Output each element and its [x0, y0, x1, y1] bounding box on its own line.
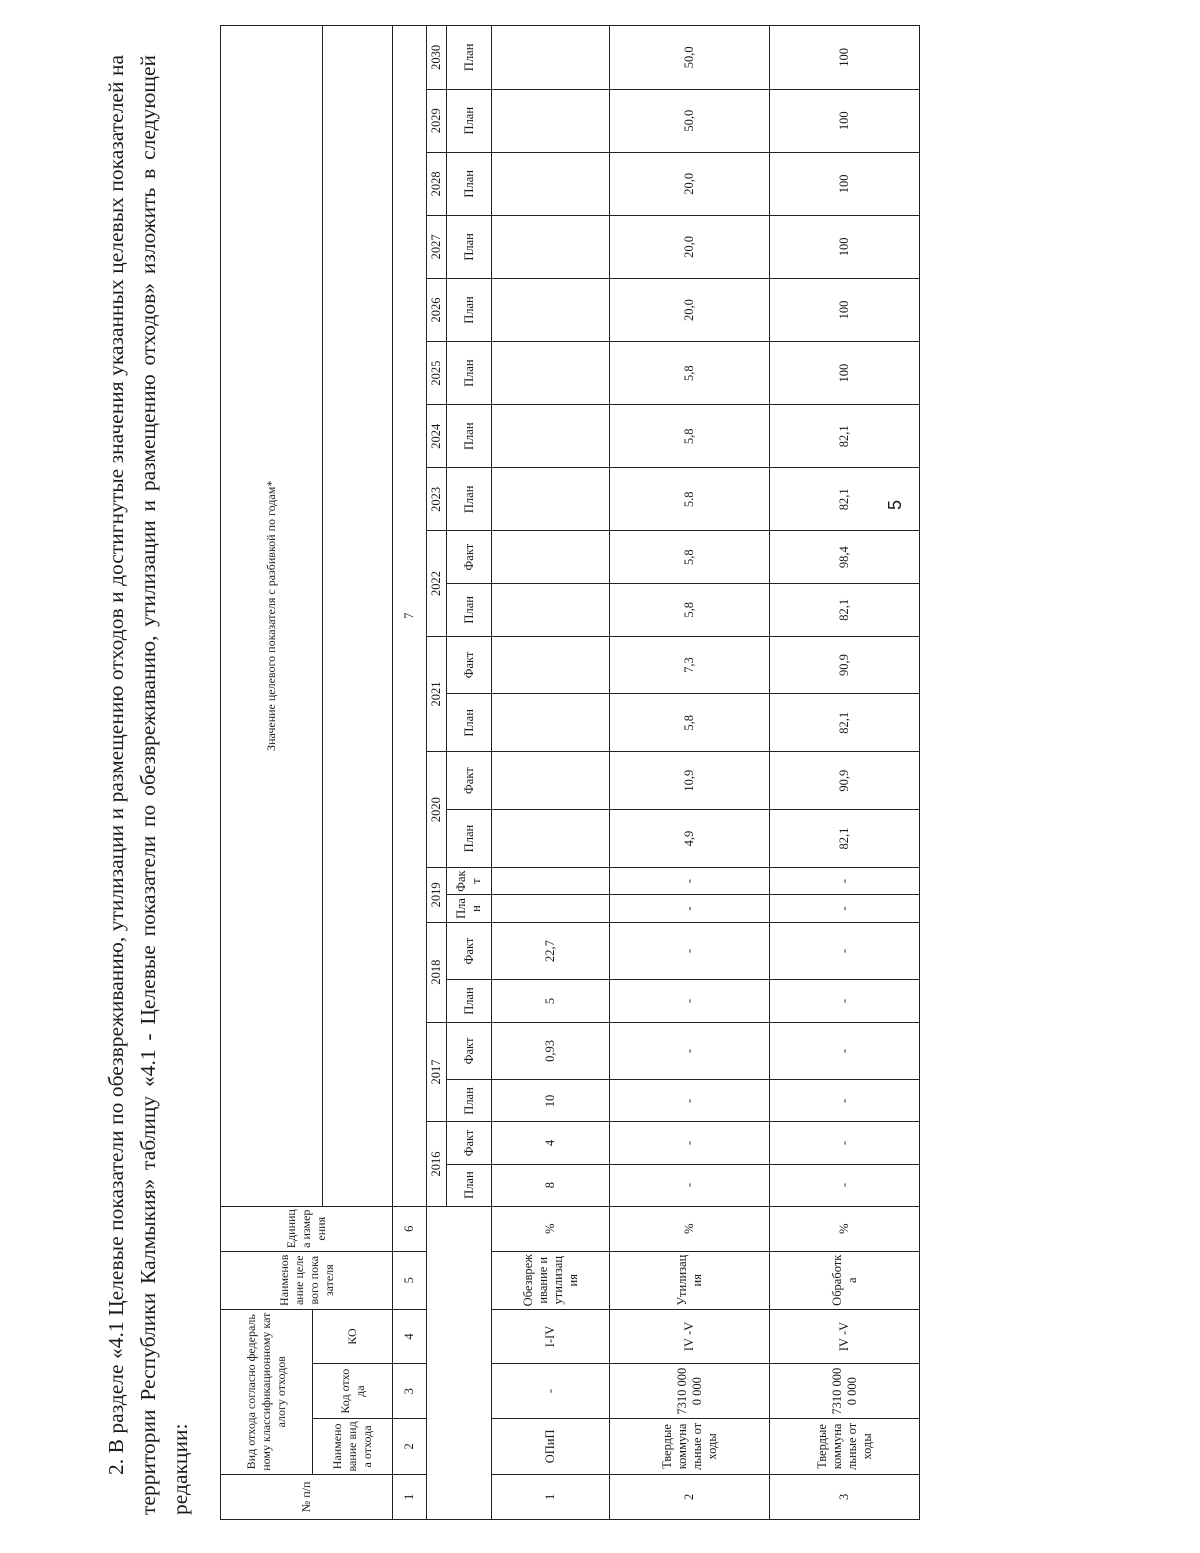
row-value [492, 810, 610, 868]
plan-label: План [447, 810, 492, 868]
row-unit: % [770, 1206, 920, 1251]
col-num-header: № п/п [221, 1474, 393, 1519]
intro-text: 2. В разделе «4.1 Целевые показатели по обезвреживанию, утилизации и размещению отходов и достигнутые значения указанных целевых показателей на территории Республики Калмыкия» таблицу «4.1 - Целевые показатели по обезвреживанию, утилизации и размещению отходов» изложить в следующей редакции: [104, 55, 192, 1515]
year-2023: 2023 [427, 468, 447, 531]
col-waste-code-header: Код отхода [313, 1364, 393, 1419]
row-value [492, 26, 610, 90]
row-num: 3 [770, 1474, 920, 1519]
row-value: 50,0 [610, 26, 770, 90]
row-value [492, 405, 610, 468]
row-value: 10,9 [610, 752, 770, 810]
row-value: 100 [770, 278, 920, 341]
row-indicator: Утилизация [610, 1251, 770, 1309]
page-number: 5 [885, 499, 905, 510]
row-waste-name: Твердые коммунальные отходы [770, 1419, 920, 1475]
year-2024: 2024 [427, 405, 447, 468]
values-spacer [323, 26, 393, 1207]
year-2029: 2029 [427, 89, 447, 152]
row-value [492, 584, 610, 637]
row-value: - [770, 1122, 920, 1164]
colnum-2: 2 [393, 1419, 427, 1475]
row-value: 100 [770, 89, 920, 152]
year-2016: 2016 [427, 1122, 447, 1206]
row-indicator: Обезвреживание и утилизация [492, 1251, 610, 1309]
row-value [492, 215, 610, 278]
row-value: - [610, 922, 770, 980]
row-value [492, 342, 610, 405]
target-indicators-table [220, 25, 920, 1520]
row-waste-name: Твердые коммунальные отходы [610, 1419, 770, 1475]
rotated-content [100, 25, 1170, 1540]
row-value [492, 89, 610, 152]
row-value: - [610, 1022, 770, 1080]
row-num: 1 [492, 1474, 610, 1519]
row-value: 20,0 [610, 215, 770, 278]
colnum-4: 4 [393, 1309, 427, 1364]
row-value: 20,0 [610, 278, 770, 341]
row-value: - [770, 922, 920, 980]
year-2021: 2021 [427, 636, 447, 752]
row-waste-code: - [492, 1364, 610, 1419]
row-value [492, 694, 610, 752]
col-ko-header: КО [313, 1309, 393, 1364]
year-2017: 2017 [427, 1022, 447, 1122]
row-value [492, 752, 610, 810]
year-2019: 2019 [427, 867, 447, 922]
row-value: 100 [770, 215, 920, 278]
colnum-7: 7 [393, 26, 427, 1207]
fact-label: Факт [447, 867, 492, 894]
row-value: 5,8 [610, 584, 770, 637]
colnum-3: 3 [393, 1364, 427, 1419]
row-value: 20,0 [610, 152, 770, 215]
year-2022: 2022 [427, 531, 447, 636]
row-value: - [770, 1022, 920, 1080]
row-waste-code: 7310 0000 000 [610, 1364, 770, 1419]
plan-label: План [447, 1164, 492, 1206]
year-2025: 2025 [427, 342, 447, 405]
row-value: 90,9 [770, 636, 920, 694]
row-value: 82,1 [770, 584, 920, 637]
plan-label: План [447, 89, 492, 152]
row-waste-name: ОПиП [492, 1419, 610, 1475]
row-ko: IV -V [770, 1309, 920, 1364]
plan-label: План [447, 895, 492, 922]
row-value: 5,8 [610, 342, 770, 405]
plan-label: План [447, 468, 492, 531]
row-value: 5.8 [610, 468, 770, 531]
colnum-1: 1 [393, 1474, 427, 1519]
row-value [492, 152, 610, 215]
row-value [492, 531, 610, 584]
plan-label: План [447, 1080, 492, 1122]
row-value [492, 278, 610, 341]
row-value: - [770, 867, 920, 894]
plan-label: План [447, 152, 492, 215]
row-value: 82,1 [770, 810, 920, 868]
intro-paragraph [100, 55, 196, 1515]
fact-label: Факт [447, 531, 492, 584]
row-ko: IV -V [610, 1309, 770, 1364]
year-2027: 2027 [427, 215, 447, 278]
col-values-header: Значение целевого показателя с разбивкой по годам* [221, 26, 323, 1207]
row-num: 2 [610, 1474, 770, 1519]
row-value: - [770, 980, 920, 1022]
col-indicator-header: Наименование целевого показателя [221, 1251, 393, 1309]
fact-label: Факт [447, 636, 492, 694]
col-waste-name-header: Наименование вида отхода [313, 1419, 393, 1475]
row-value: - [610, 980, 770, 1022]
row-unit: % [610, 1206, 770, 1251]
row-indicator: Обработка [770, 1251, 920, 1309]
row-value [492, 867, 610, 894]
col-waste-type-header: Вид отхода согласно федеральному классификационному каталогу отходов [221, 1309, 313, 1474]
row-value: 5,8 [610, 405, 770, 468]
row-value: - [770, 895, 920, 922]
row-value: 0,93 [492, 1022, 610, 1080]
row-value: 8 [492, 1164, 610, 1206]
row-value: 50,0 [610, 89, 770, 152]
year-2030: 2030 [427, 26, 447, 90]
row-value: 5,8 [610, 531, 770, 584]
fact-label: Факт [447, 1022, 492, 1080]
row-value: 82,1 [770, 405, 920, 468]
plan-label: План [447, 694, 492, 752]
row-value: 22,7 [492, 922, 610, 980]
row-value: 4 [492, 1122, 610, 1164]
row-waste-code: 7310 0000 000 [770, 1364, 920, 1419]
row-value: 7,3 [610, 636, 770, 694]
row-value: 90,9 [770, 752, 920, 810]
row-value: - [610, 1164, 770, 1206]
year-2026: 2026 [427, 278, 447, 341]
fact-label: Факт [447, 922, 492, 980]
row-value: - [610, 1122, 770, 1164]
table-row [610, 26, 770, 1520]
row-value: 82,1 [770, 468, 920, 531]
plan-label: План [447, 980, 492, 1022]
row-value: - [610, 867, 770, 894]
colnum-5: 5 [393, 1251, 427, 1309]
table-row [492, 26, 610, 1520]
plan-label: План [447, 278, 492, 341]
row-value: 5,8 [610, 694, 770, 752]
row-value: - [770, 1164, 920, 1206]
row-unit: % [492, 1206, 610, 1251]
row-value: 100 [770, 152, 920, 215]
row-value [492, 468, 610, 531]
table-row [770, 26, 920, 1520]
plan-label: План [447, 26, 492, 90]
year-row-blank [427, 1206, 492, 1519]
row-ko: I-IV [492, 1309, 610, 1364]
fact-label: Факт [447, 752, 492, 810]
row-value [492, 895, 610, 922]
row-value: 100 [770, 26, 920, 90]
year-2020: 2020 [427, 752, 447, 868]
row-value: 10 [492, 1080, 610, 1122]
plan-label: План [447, 215, 492, 278]
row-value: 82,1 [770, 694, 920, 752]
row-value: 100 [770, 342, 920, 405]
colnum-6: 6 [393, 1206, 427, 1251]
row-value: 98,4 [770, 531, 920, 584]
plan-label: План [447, 405, 492, 468]
row-value [492, 636, 610, 694]
year-2018: 2018 [427, 922, 447, 1022]
plan-label: План [447, 584, 492, 637]
row-value: - [770, 1080, 920, 1122]
row-value: 5 [492, 980, 610, 1022]
col-unit-header: Единица измерения [221, 1206, 393, 1251]
row-value: - [610, 1080, 770, 1122]
row-value: 4,9 [610, 810, 770, 868]
plan-label: План [447, 342, 492, 405]
row-value: - [610, 895, 770, 922]
year-2028: 2028 [427, 152, 447, 215]
fact-label: Факт [447, 1122, 492, 1164]
